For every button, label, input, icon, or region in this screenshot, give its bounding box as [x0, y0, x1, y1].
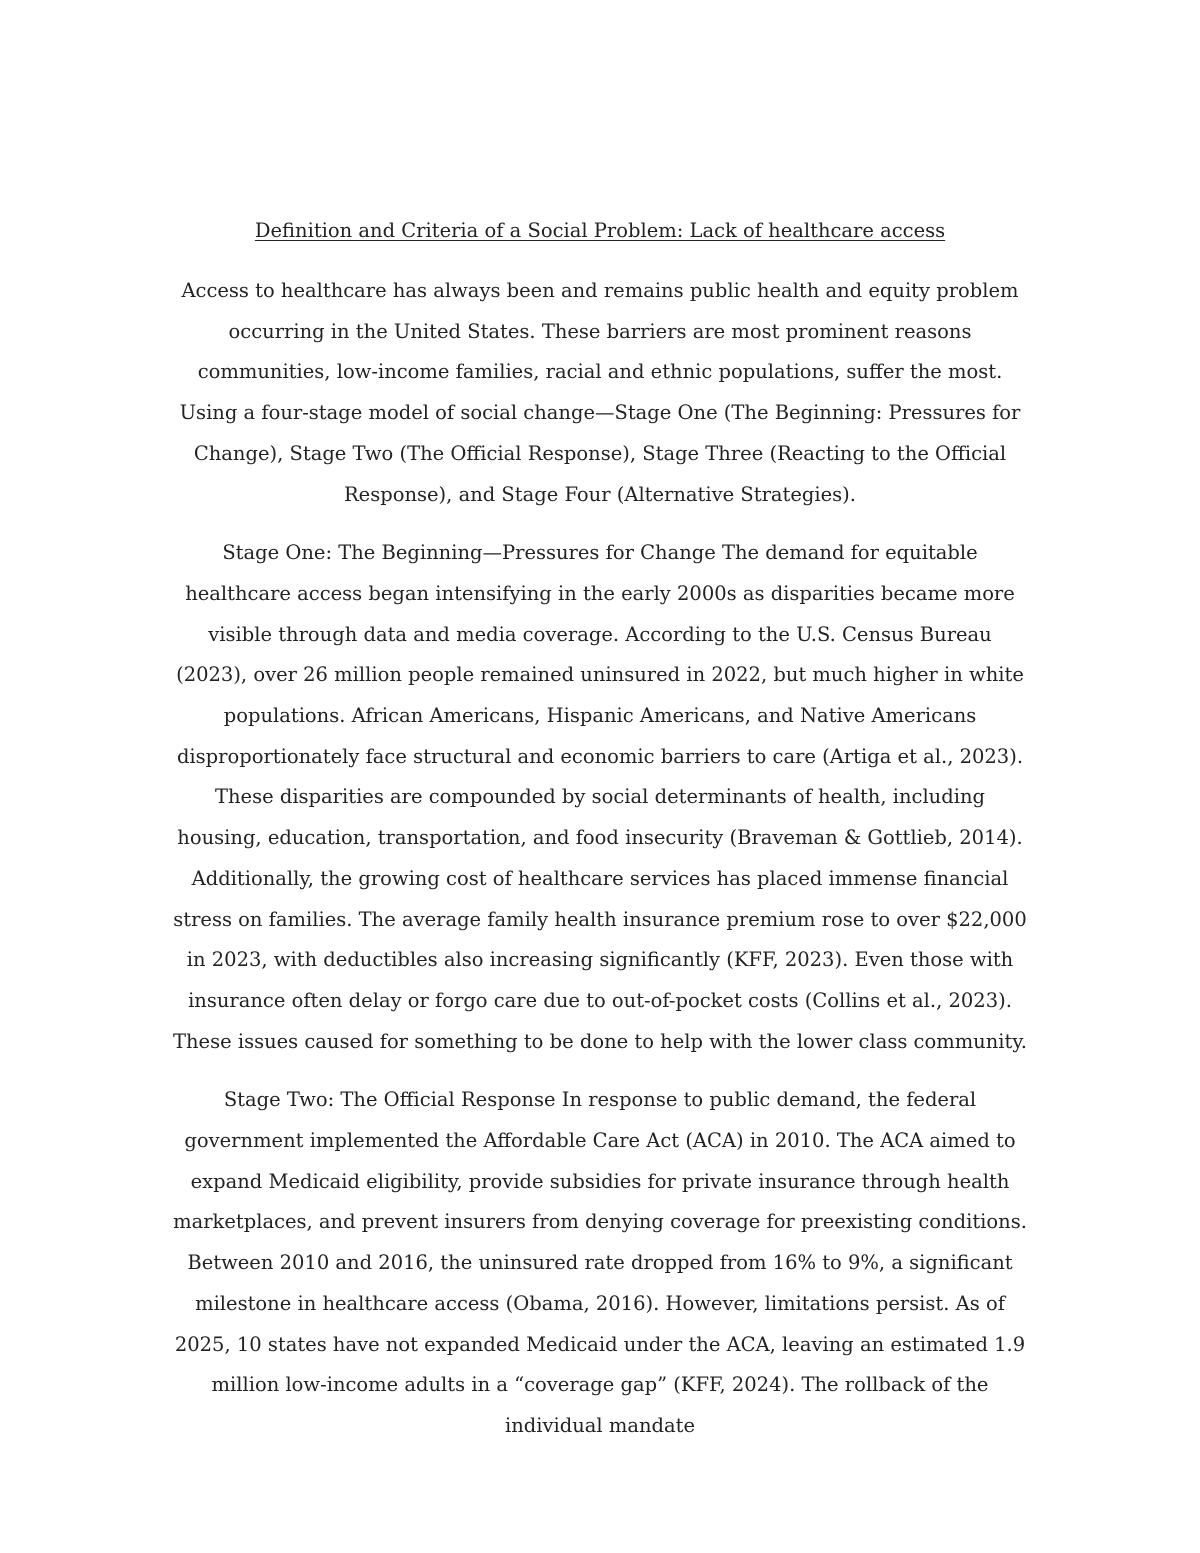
- document-body: [170, 214, 1030, 1447]
- paragraph-stage-two: Stage Two: The Official Response In response to public demand, the federal government implemented the Affordable Care Act (ACA) in 2010. The ACA aimed to expand Medicaid eligibility, provide subsidies for private insurance through health marketplaces, and prevent insurers from denying coverage for preexisting conditions. Between 2010 and 2016, the uninsured rate dropped from 16% to 9%, a significant milestone in healthcare access (Obama, 2016). However, limitations persist. As of 2025, 10 states have not expanded Medicaid under the ACA, leaving an estimated 1.9 million low-income adults in a “coverage gap” (KFF, 2024). The rollback of the individual mandate: [173, 1088, 1027, 1437]
- document-title: Definition and Criteria of a Social Problem: Lack of healthcare access: [254, 219, 946, 242]
- paragraph-intro: Access to healthcare has always been and remains public health and equity problem occurring in the United States. These barriers are most prominent reasons communities, low-income families, racial and ethnic populations, suffer the most. Using a four-stage model of social change—Stage One (The Beginning: Pressures for Change), Stage Two (The Official Response), Stage Three (Reacting to the Official Response), and Stage Four (Alternative Strategies).: [179, 279, 1021, 506]
- paragraph-stage-one: Stage One: The Beginning—Pressures for Change The demand for equitable healthcare access began intensifying in the early 2000s as disparities became more visible through data and media coverage. According to the U.S. Census Bureau (2023), over 26 million people remained uninsured in 2022, but much higher in white populations. African Americans, Hispanic Americans, and Native Americans disproportionately face structural and economic barriers to care (Artiga et al., 2023). These disparities are compounded by social determinants of health, including housing, education, transportation, and food insecurity (Braveman & Gottlieb, 2014). Additionally, the growing cost of healthcare services has placed immense financial stress on families. The average family health insurance premium rose to over $22,000 in 2023, with deductibles also increasing significantly (KFF, 2023). Even those with insurance often delay or forgo care due to out-of-pocket costs (Collins et al., 2023). These issues caused for something to be done to help with the lower class community.: [172, 541, 1027, 1053]
